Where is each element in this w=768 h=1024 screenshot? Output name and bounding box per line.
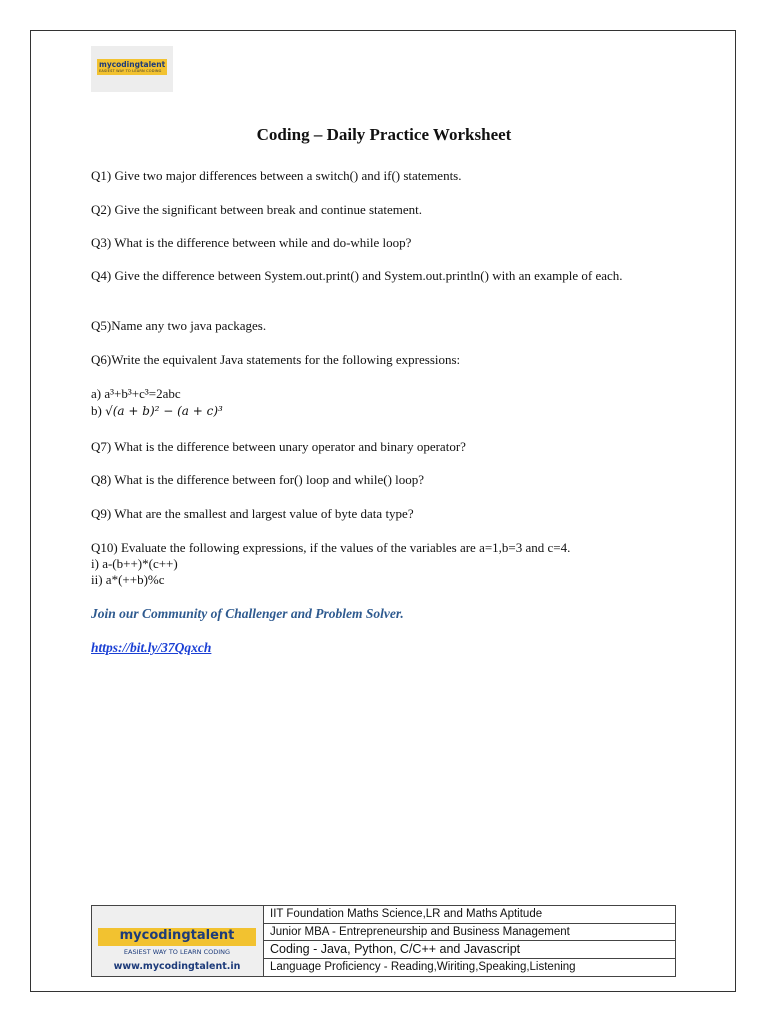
question-2: Q2) Give the significant between break and continue statement.	[91, 202, 423, 217]
question-5: Q5)Name any two java packages.	[91, 318, 267, 333]
question-6: Q6)Write the equivalent Java statements for the following expressions:	[91, 352, 461, 367]
question-10: Q10) Evaluate the following expressions, if the values of the variables are a=1,b=3 and c=4.	[91, 540, 571, 555]
question-3: Q3) What is the difference between while and do-while loop?	[91, 235, 412, 250]
footer-course-list	[264, 906, 675, 976]
q10-part-ii: ii) a*(++b)%c	[91, 572, 165, 587]
community-invite: Join our Community of Challenger and Problem Solver.	[91, 606, 404, 621]
q6-part-b-label: b)	[91, 403, 106, 418]
question-9: Q9) What are the smallest and largest value of byte data type?	[91, 506, 414, 521]
q6-part-b-expression: √(a + b)² − (a + c)³	[105, 404, 223, 418]
community-link[interactable]: https://bit.ly/37Qqxch	[91, 640, 212, 655]
q6-part-b	[91, 403, 223, 419]
footer-course-item: Junior MBA - Entrepreneurship and Business Management	[264, 924, 675, 942]
footer-website: www.mycodingtalent.in	[113, 961, 241, 972]
question-4: Q4) Give the difference between System.out.print() and System.out.println() with an example of each.	[91, 268, 623, 283]
logo-tagline: EASIEST WAY TO LEARN CODING	[99, 69, 162, 73]
logo-name: mycodingtalent	[99, 60, 166, 69]
question-8: Q8) What is the difference between for() loop and while() loop?	[91, 472, 425, 487]
header-logo	[91, 46, 173, 92]
footer-course-item: Language Proficiency - Reading,Wiriting,Speaking,Listening	[270, 960, 576, 973]
footer-course-item: Coding - Java, Python, C/C++ and Javascript	[264, 941, 675, 959]
worksheet-title: Coding – Daily Practice Worksheet	[256, 125, 512, 144]
q6-part-a: a) a³+b³+c³=2abc	[91, 386, 181, 401]
q10-part-i: i) a-(b++)*(c++)	[91, 556, 178, 571]
footer-course-item: IIT Foundation Maths Science,LR and Maths Aptitude	[264, 906, 675, 924]
footer-tagline: EASIEST WAY TO LEARN CODING	[123, 948, 231, 956]
question-7: Q7) What is the difference between unary operator and binary operator?	[91, 439, 466, 454]
footer-brand-name: mycodingtalent	[119, 928, 235, 943]
question-1: Q1) Give two major differences between a switch() and if() statements.	[91, 168, 462, 183]
footer-brand-panel	[92, 906, 264, 976]
footer-banner	[91, 905, 676, 977]
